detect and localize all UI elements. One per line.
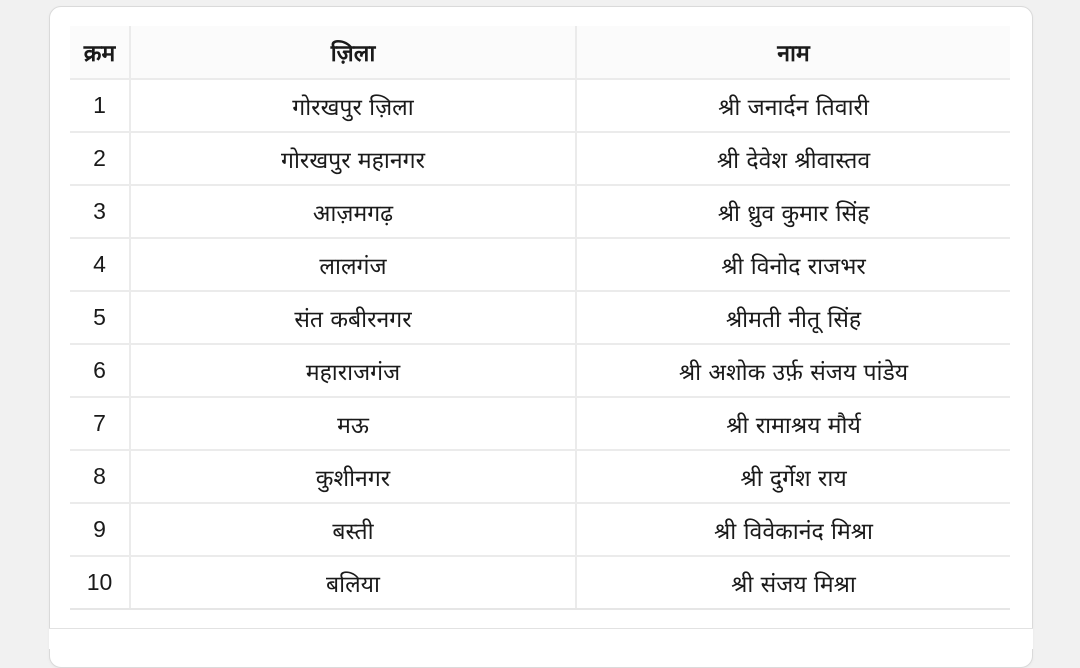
name-cell: श्री जनार्दन तिवारी [576,79,1010,132]
district-cell: मऊ [130,397,576,450]
header-name: नाम [576,26,1010,79]
district-cell: कुशीनगर [130,450,576,503]
district-cell: गोरखपुर ज़िला [130,79,576,132]
header-district: ज़िला [130,26,576,79]
header-serial-number: क्रम [70,26,130,79]
district-president-table [70,26,1010,610]
table-row [70,291,1010,344]
district-cell: गोरखपुर महानगर [130,132,576,185]
table-row [70,450,1010,503]
serial-number-cell: 10 [70,556,130,609]
district-cell: संत कबीरनगर [130,291,576,344]
table-row [70,556,1010,609]
serial-number-cell: 4 [70,238,130,291]
serial-number-cell: 1 [70,79,130,132]
name-cell: श्री अशोक उर्फ़ संजय पांडेय [576,344,1010,397]
district-cell: बलिया [130,556,576,609]
district-cell: महाराजगंज [130,344,576,397]
next-card-edge [49,628,1033,649]
serial-number-cell: 7 [70,397,130,450]
table-header-row [70,26,1010,79]
table-row [70,344,1010,397]
name-cell: श्री ध्रुव कुमार सिंह [576,185,1010,238]
table-row [70,503,1010,556]
serial-number-cell: 2 [70,132,130,185]
district-cell: बस्ती [130,503,576,556]
name-cell: श्री संजय मिश्रा [576,556,1010,609]
table-row [70,238,1010,291]
name-cell: श्री विनोद राजभर [576,238,1010,291]
table-row [70,397,1010,450]
name-cell: श्री रामाश्रय मौर्य [576,397,1010,450]
district-cell: लालगंज [130,238,576,291]
name-cell: श्री देवेश श्रीवास्तव [576,132,1010,185]
serial-number-cell: 6 [70,344,130,397]
serial-number-cell: 8 [70,450,130,503]
name-cell: श्री दुर्गेश राय [576,450,1010,503]
table-row [70,132,1010,185]
table-row [70,185,1010,238]
name-cell: श्री विवेकानंद मिश्रा [576,503,1010,556]
name-cell: श्रीमती नीतू सिंह [576,291,1010,344]
serial-number-cell: 9 [70,503,130,556]
district-cell: आज़मगढ़ [130,185,576,238]
serial-number-cell: 5 [70,291,130,344]
serial-number-cell: 3 [70,185,130,238]
table-row [70,79,1010,132]
